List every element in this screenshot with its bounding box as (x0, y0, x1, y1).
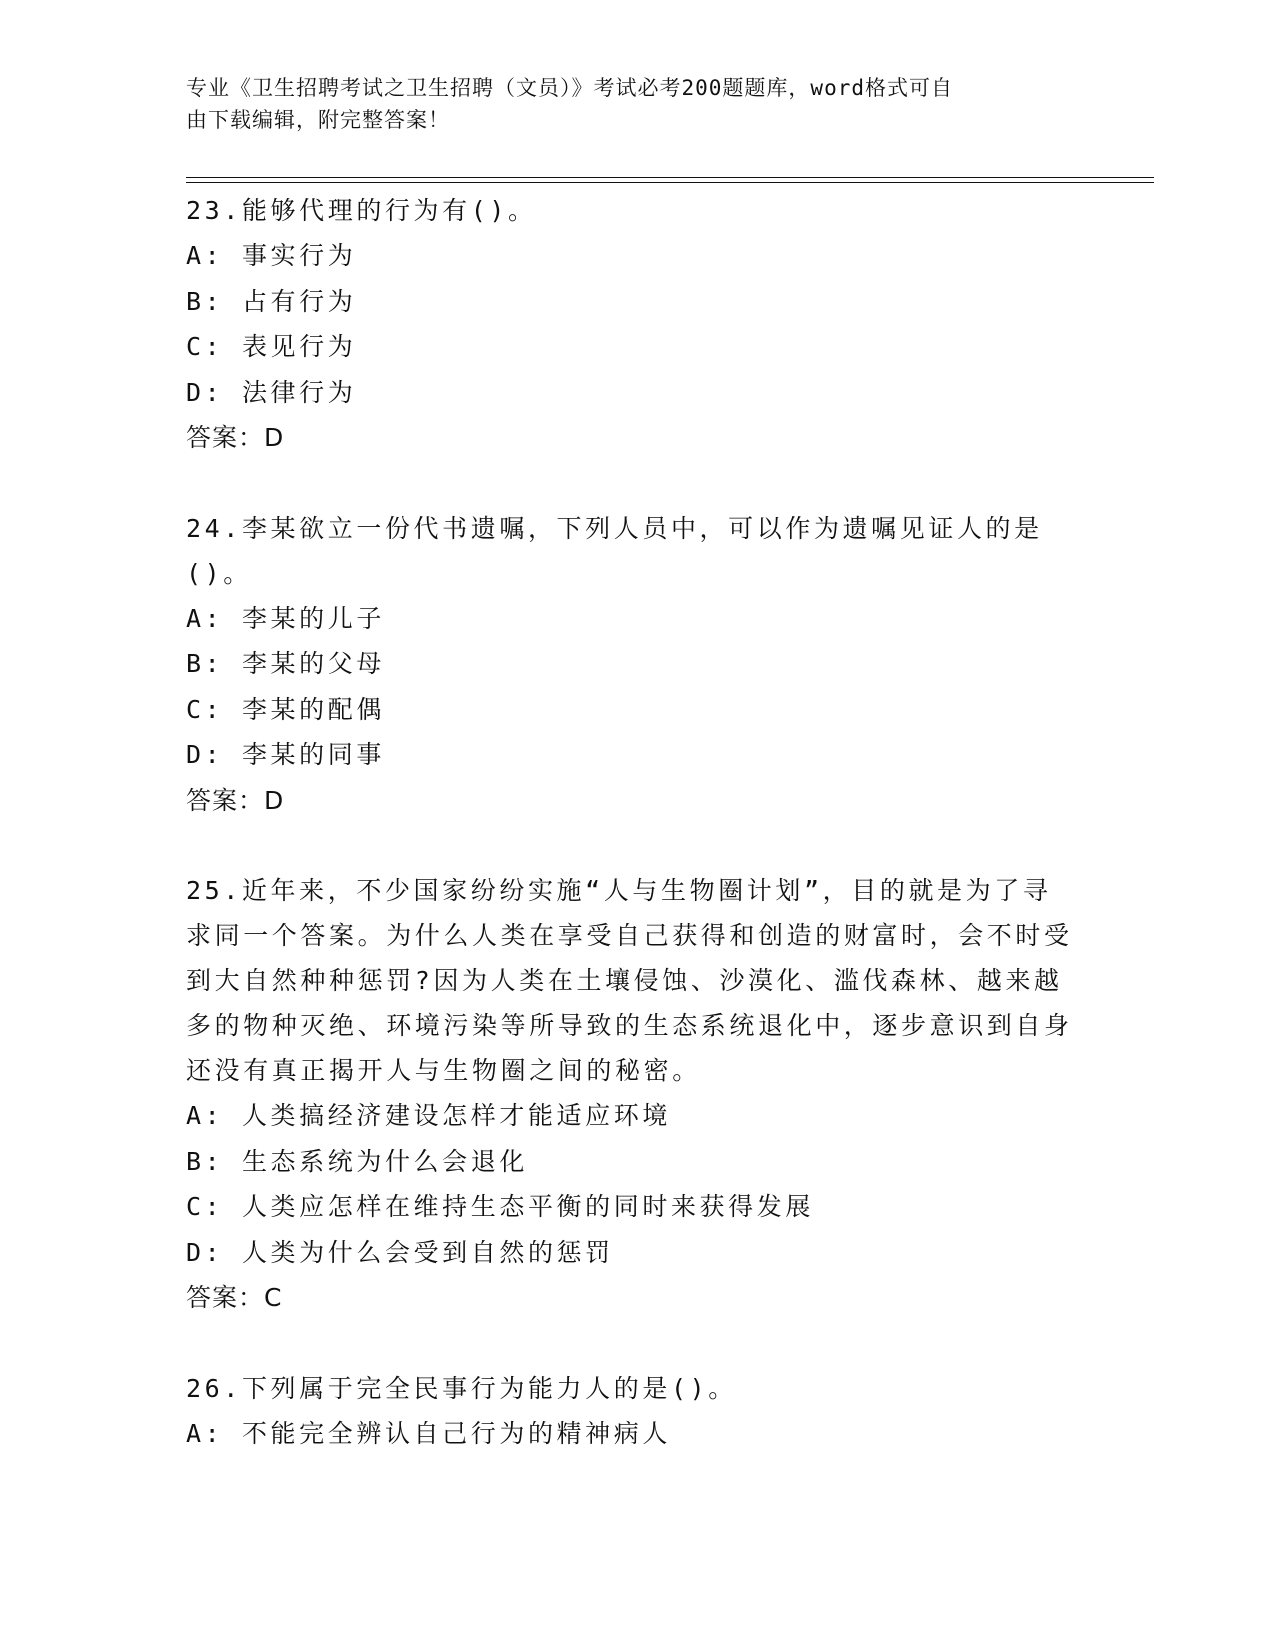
option-d: D: 李某的同事 (186, 740, 385, 769)
option-c: C: 人类应怎样在维持生态平衡的同时来获得发展 (186, 1192, 814, 1221)
option-b: B: 李某的父母 (186, 649, 385, 678)
answer-line: 答案：D (186, 785, 285, 815)
question-text: 23.能够代理的行为有()。 (186, 196, 537, 225)
option-c: C: 李某的配偶 (186, 694, 385, 724)
document-header (186, 72, 1066, 136)
answer-line: 答案：D (186, 423, 285, 452)
question-23 (186, 188, 1086, 461)
option-a: A: 事实行为 (186, 241, 357, 270)
option-a: A: 李某的儿子 (186, 603, 385, 633)
question-26 (186, 1366, 1086, 1457)
question-list (186, 188, 1086, 1501)
answer-line: 答案：C (186, 1283, 283, 1312)
question-25 (186, 868, 1086, 1321)
option-a: A: 不能完全辨认自己行为的精神病人 (186, 1418, 671, 1448)
question-text: 24.李某欲立一份代书遗嘱，下列人员中，可以作为遗嘱见证人的是()。 (186, 513, 1043, 588)
header-divider-bottom (186, 182, 1154, 183)
option-d: D: 人类为什么会受到自然的惩罚 (186, 1237, 614, 1267)
option-b: B: 占有行为 (186, 286, 357, 316)
header-divider-top (186, 177, 1154, 178)
question-text: 25.近年来，不少国家纷纷实施“人与生物圈计划”，目的就是为了寻求同一个答案。为什么人类在享受自己获得和创造的财富时，会不时受到大自然种种惩罚?因为人类在土壤侵蚀、沙漠化、滥伐森林、越来越多的物种灭绝、环境污染等所导致的生态系统退化中，逐步意识到自身还没有真正揭开人与生物圈之间的秘密。 (186, 876, 1073, 1085)
option-b: B: 生态系统为什么会退化 (186, 1146, 528, 1176)
header-line-2: 由下载编辑，附完整答案！ (186, 108, 450, 132)
option-d: D: 法律行为 (186, 377, 357, 407)
question-24 (186, 506, 1086, 824)
option-a: A: 人类搞经济建设怎样才能适应环境 (186, 1101, 671, 1130)
option-c: C: 表见行为 (186, 332, 357, 361)
question-text: 26.下列属于完全民事行为能力人的是()。 (186, 1373, 737, 1403)
header-line-1: 专业《卫生招聘考试之卫生招聘（文员）》考试必考200题题库，word格式可自 (186, 76, 953, 100)
